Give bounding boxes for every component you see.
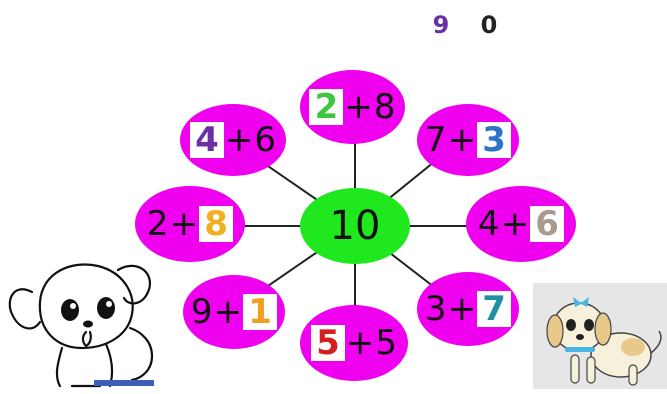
petal-number: 1 — [243, 294, 277, 330]
petal-bottom-left[interactable] — [183, 275, 285, 349]
petal-operator: + — [224, 120, 254, 160]
petal-number: 7 — [477, 291, 511, 327]
petal-addend: 9 — [190, 292, 213, 332]
petal-addend: 2 — [146, 204, 169, 244]
petal-operator: + — [447, 289, 477, 329]
puppy-outline-illustration — [2, 252, 162, 389]
score-digit-ones: 0 — [478, 12, 500, 38]
puppy-photo-frame — [533, 283, 667, 389]
petal-top-left[interactable] — [180, 104, 286, 176]
petal-right[interactable] — [466, 186, 576, 262]
petal-operator: + — [344, 87, 373, 127]
center-hub — [300, 188, 410, 264]
petal-left[interactable] — [135, 186, 245, 262]
petal-addend: 6 — [254, 120, 277, 160]
petal-number: 2 — [309, 89, 343, 125]
petal-addend: 7 — [424, 120, 447, 160]
petal-addend: 5 — [375, 323, 398, 363]
petal-bottom[interactable] — [300, 305, 408, 381]
petal-number: 6 — [530, 206, 564, 242]
hub-value: 10 — [329, 203, 381, 249]
petal-operator: + — [169, 204, 199, 244]
petal-bottom-right[interactable] — [417, 272, 519, 346]
petal-operator: + — [500, 204, 530, 244]
petal-top-right[interactable] — [417, 104, 519, 176]
petal-number: 3 — [477, 122, 511, 158]
petal-number: 8 — [199, 206, 233, 242]
petal-addend: 8 — [373, 87, 396, 127]
petal-number: 5 — [311, 325, 345, 361]
petal-number: 4 — [190, 122, 224, 158]
petal-operator: + — [213, 292, 243, 332]
puppy-illustration — [533, 283, 667, 389]
petal-operator: + — [345, 323, 375, 363]
petal-top[interactable] — [300, 70, 405, 144]
petal-operator: + — [447, 120, 477, 160]
score-digit-tens: 9 — [430, 12, 452, 38]
petal-addend: 4 — [477, 204, 500, 244]
petal-addend: 3 — [424, 289, 447, 329]
